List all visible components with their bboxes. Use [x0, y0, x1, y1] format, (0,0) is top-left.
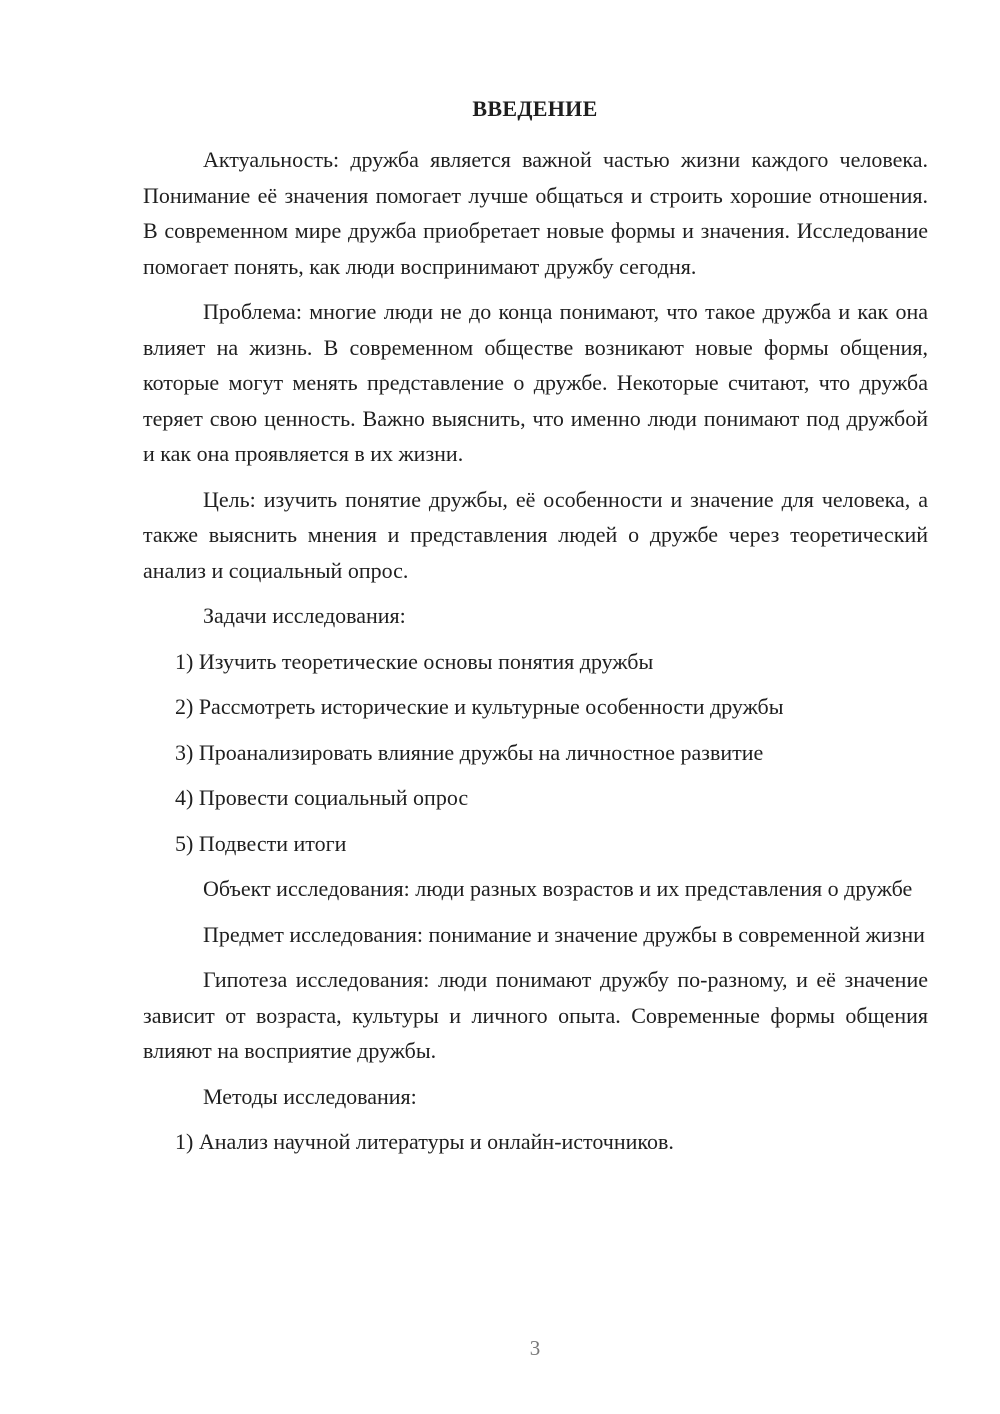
- goal-paragraph: Цель: изучить понятие дружбы, её особенности и значение для человека, а также выяснить мнения и представления людей о дружбе через теоретический анализ и социальный опрос.: [143, 486, 928, 583]
- relevance-paragraph: Актуальность: дружба является важной частью жизни каждого человека. Понимание её значения помогает лучше общаться и строить хорошие отношения. В современном мире дружба приобретает новые формы и значения. Исследование помогает понять, как люди воспринимают дружбу сегодня.: [143, 147, 928, 279]
- list-item: 5) Подвести итоги: [175, 830, 347, 856]
- list-item: 1) Анализ научной литературы и онлайн-источников.: [175, 1129, 674, 1154]
- page-number: 3: [529, 1336, 541, 1360]
- subject-paragraph: Предмет исследования: понимание и значение дружбы в современной жизни: [203, 921, 925, 947]
- problem-paragraph: Проблема: многие люди не до конца понимают, что такое дружба и как она влияет на жизнь. В современном обществе возникают новые формы общения, которые могут менять представление о дружбе. Некоторые считают, что дружба теряет свою ценность. Важно выяснить, что именно люди понимают под дружбой и как она проявляется в их жизни.: [143, 299, 928, 466]
- object-paragraph: Объект исследования: люди разных возрастов и их представления о дружбе: [203, 876, 913, 901]
- tasks-list: [143, 644, 928, 862]
- list-item: 3) Проанализировать влияние дружбы на личностное развитие: [175, 739, 764, 765]
- page-title: ВВЕДЕНИЕ: [472, 96, 598, 121]
- methods-label: Методы исследования:: [203, 1083, 417, 1109]
- list-item: 1) Изучить теоретические основы понятия дружбы: [175, 648, 654, 674]
- list-item: 4) Провести социальный опрос: [175, 785, 469, 810]
- methods-list: [143, 1124, 928, 1160]
- document-body: [143, 142, 928, 1170]
- tasks-label: Задачи исследования:: [203, 603, 406, 628]
- list-item: 2) Рассмотреть исторические и культурные особенности дружбы: [175, 694, 784, 719]
- hypothesis-paragraph: Гипотеза исследования: люди понимают дружбу по-разному, и её значение зависит от возраста, культуры и личного опыта. Современные формы общения влияют на восприятие дружбы.: [143, 967, 928, 1063]
